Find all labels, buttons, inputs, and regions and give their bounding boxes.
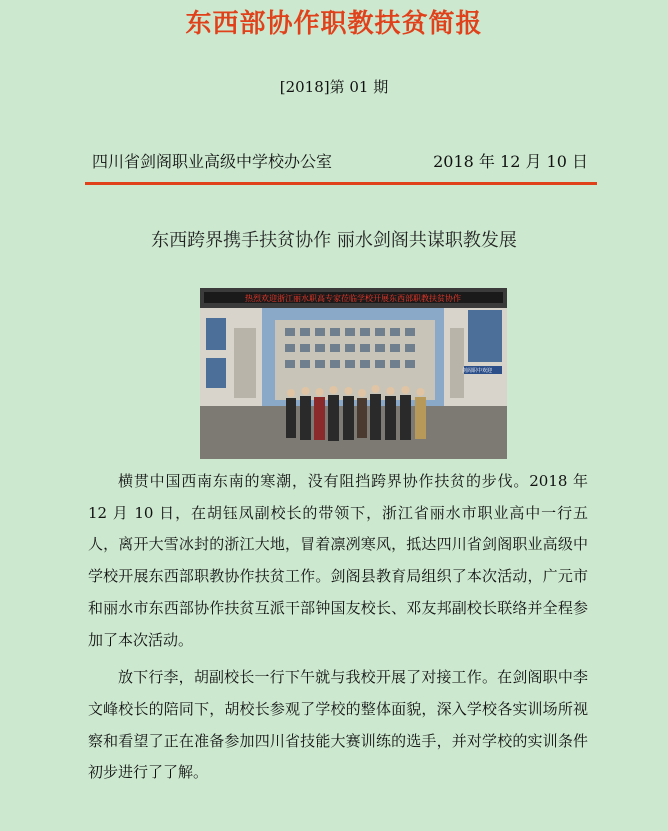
header-divider [85, 182, 597, 185]
issue-date: 2018 年 12 月 10 日 [433, 152, 588, 171]
paragraph-2: 放下行李，胡副校长一行下午就与我校开展了对接工作。在剑阁职中李文峰校长的陪同下，胡校长参观了学校的整体面貌，深入学校各实训场所视察和看望了正在准备参加四川省技能大赛训练的选手，并对学校的实训条件初步进行了了解。 [88, 668, 588, 782]
school-sign-text: 剑阁职中欢迎 [461, 368, 493, 374]
article-title: 东西跨界携手扶贫协作 丽水剑阁共谋职教发展 [151, 230, 517, 251]
issue-number: [2018]第 01 期 [279, 78, 389, 96]
article-body [88, 466, 588, 795]
paragraph-1: 横贯中国西南东南的寒潮，没有阻挡跨界协作扶贫的步伐。2018 年 12 月 10 日，在胡钰凤副校长的带领下，浙江省丽水市职业高中一行五人，离开大雪冰封的浙江大地，冒着凛冽寒风，抵达四川省剑阁职业高级中学校开展东西部职教协作扶贫工作。剑阁县教育局组织了本次活动，广元市和丽水市东西部协作扶贫互派干部钟国友校长、邓友邦副校长联络并全程参加了本次活动。 [88, 472, 588, 649]
bulletin-title: 东西部协作职教扶贫简报 [185, 9, 483, 39]
meta-row [92, 150, 588, 174]
led-banner-text: 热烈欢迎浙江丽水职高专家莅临学校开展东西部职教扶贫协作 [245, 294, 461, 303]
issuing-organization: 四川省剑阁职业高级中学校办公室 [92, 152, 333, 171]
group-photo [200, 288, 507, 459]
